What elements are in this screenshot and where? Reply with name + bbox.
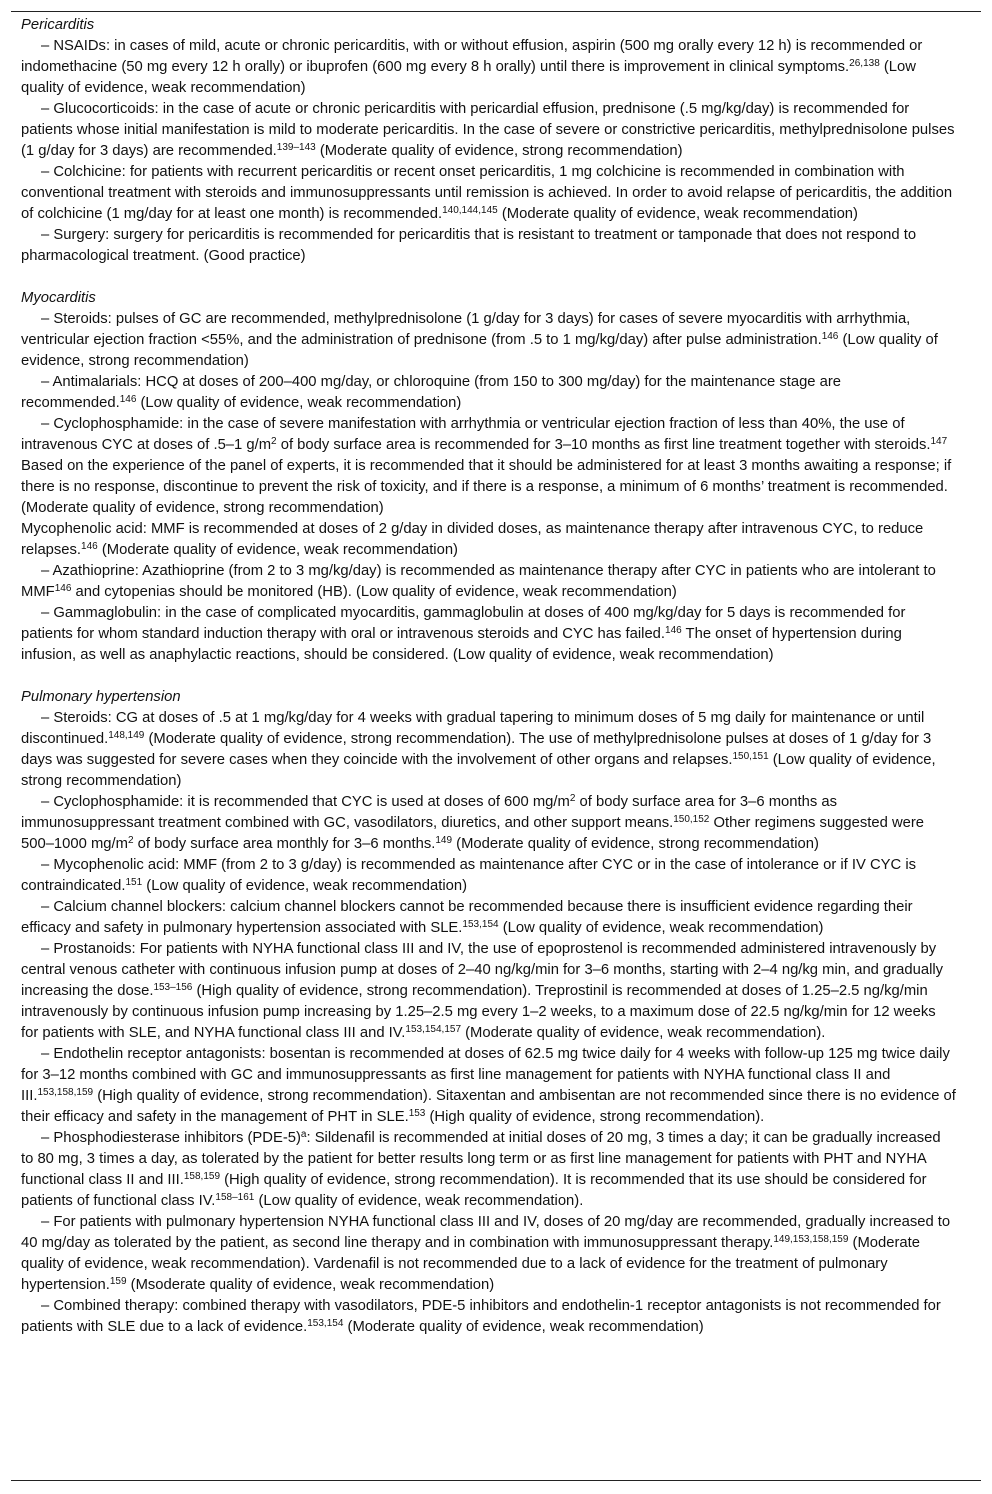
section-myocarditis (21, 288, 956, 666)
section-title: Pericarditis (21, 17, 95, 33)
rec-endothelin-antagonists: – Endothelin receptor antagonists: bosentan is recommended at doses of 62.5 mg twice daily for 4 weeks with follow-up 125 mg twice daily for 3–12 months combined with GC and immunosuppressants as first line management for patients with NYHA functional class II and III.$^{153,158,159}$ (High quality of evidence, strong recommendation). Sitaxentan and ambisentan are not recommended since there is no evidence of their efficacy and safety in the management of PHT in SLE.$^{153}$ (High quality of evidence, strong recommendation). (21, 1046, 956, 1125)
section-pericarditis (21, 15, 956, 267)
rec-surgery: – Surgery: surgery for pericarditis is recommended for pericarditis that is resistant to treatment or tamponade that does not respond to pharmacological treatment. (Good practice) (21, 227, 917, 264)
rec-mycophenolic-acid: Mycophenolic acid: MMF is recommended at doses of 2 g/day in divided doses, as maintenance therapy after intravenous CYC, to reduce relapses.$^{146}$ (Moderate quality of evidence, weak recommendation) (21, 521, 924, 558)
rec-mycophenolic-acid: – Mycophenolic acid: MMF (from 2 to 3 g/day) is recommended as maintenance after CYC or in the case of intolerance or if IV CYC is contraindicated.$^{151}$ (Low quality of evidence, weak recommendation) (21, 857, 917, 894)
rec-prostanoids: – Prostanoids: For patients with NYHA functional class III and IV, the use of epoprostenol is recommended administered intravenously by central venous catheter with continuous infusion pump at doses of 2–40 ng/kg/min for 3–6 months, starting with 2–4 ng/kg min, and gradually increasing the dose.$^{153-156}$ (High quality of evidence, strong recommendation). Treprostinil is recommended at doses of 1.25–2.5 ng/kg/min intravenously by continuous infusion pump increasing by 1.25–2.5 mg every 1–2 weeks, to a maximum dose of 22.5 ng/kg/min for 12 weeks for patients with SLE, and NYHA functional class III and IV.$^{153,154,157}$ (Moderate quality of evidence, weak recommendation). (21, 941, 944, 1041)
rec-steroids: – Steroids: pulses of GC are recommended, methylprednisolone (1 g/day for 3 days) for cases of severe myocarditis with arrhythmia, ventricular ejection fraction <55%, and the administration of prednisone (from .5 to 1 mg/kg/day) after pulse administration.$^{146}$ (Low quality of evidence, strong recommendation) (21, 311, 938, 369)
rec-gammaglobulin: – Gammaglobulin: in the case of complicated myocarditis, gammaglobulin at doses of 400 mg/kg/day for 5 days is recommended for patients for whom standard induction therapy with oral or intravenous steroids and CYC has failed.$^{146}$ The onset of hypertension during infusion, as well as anaphylactic reactions, should be considered. (Low quality of evidence, weak recommendation) (21, 605, 906, 663)
document-table (11, 11, 981, 1481)
rec-second-line: – For patients with pulmonary hypertension NYHA functional class III and IV, doses of 20 mg/day are recommended, gradually increased to 40 mg/day as tolerated by the patient, as second line therapy and in combination with immunosuppressant therapy.$^{149,153,158,159}$ (Moderate quality of evidence, weak recommendation). Vardenafil is not recommended due to a lack of evidence for the treatment of pulmonary hypertension.$^{159}$ (Msoderate quality of evidence, weak recommendation) (21, 1214, 951, 1293)
section-pulmonary-hypertension (21, 687, 956, 1338)
rec-antimalarials: – Antimalarials: HCQ at doses of 200–400 mg/day, or chloroquine (from 150 to 300 mg/day) for the maintenance stage are recommended.$^{146}$ (Low quality of evidence, weak recommendation) (21, 374, 842, 411)
rec-colchicine: – Colchicine: for patients with recurrent pericarditis or recent onset pericarditis, 1 mg colchicine is recommended in combination with conventional treatment with steroids and immunosuppressants until remission is achieved. In order to avoid relapse of pericarditis, the addition of colchicine (1 mg/day for at least one month) is recommended.$^{140,144,145}$ (Moderate quality of evidence, weak recommendation) (21, 164, 953, 222)
rec-combined-therapy: – Combined therapy: combined therapy with vasodilators, PDE-5 inhibitors and endothelin-1 receptor antagonists is not recommended for patients with SLE due to a lack of evidence.$^{153,154}$ (Moderate quality of evidence, weak recommendation) (21, 1298, 941, 1335)
rec-steroids: – Steroids: CG at doses of .5 at 1 mg/kg/day for 4 weeks with gradual tapering to minimum doses of 5 mg daily for maintenance or until discontinued.$^{148,149}$ (Moderate quality of evidence, strong recommendation). The use of methylprednisolone pulses at doses of 1 g/day for 3 days was suggested for severe cases when they coincide with the involvement of other organs and relapses.$^{150,151}$ (Low quality of evidence, strong recommendation) (21, 710, 936, 789)
rec-cyclophosphamide: – Cyclophosphamide: in the case of severe manifestation with arrhythmia or ventricular ejection fraction of less than 40%, the use of intravenous CYC at doses of .5–1 $g/m^2$ of body surface area is recommended for 3–10 months as first line treatment together with steroids.$^{147}$ Based on the experience of the panel of experts, it is recommended that it should be administered for at least 3 months awaiting a response; if there is no response, discontinue to prevent the risk of toxicity, and if there is a response, a minimum of 6 months’ treatment is recommended. (Moderate quality of evidence, strong recommendation) (21, 416, 952, 516)
rec-azathioprine: – Azathioprine: Azathioprine (from 2 to 3 mg/kg/day) is recommended as maintenance therapy after CYC in patients who are intolerant to MMF$^{146}$ and cytopenias should be monitored (HB). (Low quality of evidence, weak recommendation) (21, 563, 936, 600)
rec-cyclophosphamide: – Cyclophosphamide: it is recommended that CYC is used at doses of 600 $mg/m^2$ of body surface area for 3–6 months as immunosuppressant treatment combined with GC, vasodilators, diuretics, and other support means.$^{150,152}$ Other regimens suggested were 500–1000 $mg/m^2$ of body surface area monthly for 3–6 months.$^{149}$ (Moderate quality of evidence, strong recommendation) (21, 793, 925, 852)
rec-glucocorticoids: – Glucocorticoids: in the case of acute or chronic pericarditis with pericardial effusion, prednisone (.5 mg/kg/day) is recommended for patients whose initial manifestation is mild to moderate pericarditis. In the case of severe or constrictive pericarditis, methylprednisolone pulses (1 g/day for 3 days) are recommended.$^{139-143}$ (Moderate quality of evidence, strong recommendation) (21, 101, 955, 159)
document-body (11, 12, 956, 1338)
section-title: Myocarditis (21, 290, 96, 306)
section-title: Pulmonary hypertension (21, 689, 181, 705)
rec-calcium-channel-blockers: – Calcium channel blockers: calcium channel blockers cannot be recommended because there is insufficient evidence regarding their efficacy and safety in pulmonary hypertension associated with SLE.$^{153,154}$ (Low quality of evidence, weak recommendation) (21, 899, 913, 936)
rec-nsaids: – NSAIDs: in cases of mild, acute or chronic pericarditis, with or without effusion, aspirin (500 mg orally every 12 h) is recommended or indomethacine (50 mg every 12 h orally) or ibuprofen (600 mg every 8 h orally) until there is improvement in clinical symptoms.$^{26,138}$ (Low quality of evidence, weak recommendation) (21, 38, 923, 96)
rec-pde5-inhibitors: – Phosphodiesterase inhibitors $(PDE-5)^a$: Sildenafil is recommended at initial doses of 20 mg, 3 times a day; it can be gradually increased to 80 mg, 3 times a day, as tolerated by the patient for better results long term or as first line management for patients with PHT and NYHA functional class II and III.$^{158,159}$ (High quality of evidence, strong recommendation). It is recommended that its use should be considered for patients of functional class IV.$^{158-161}$ (Low quality of evidence, weak recommendation). (21, 1129, 941, 1209)
